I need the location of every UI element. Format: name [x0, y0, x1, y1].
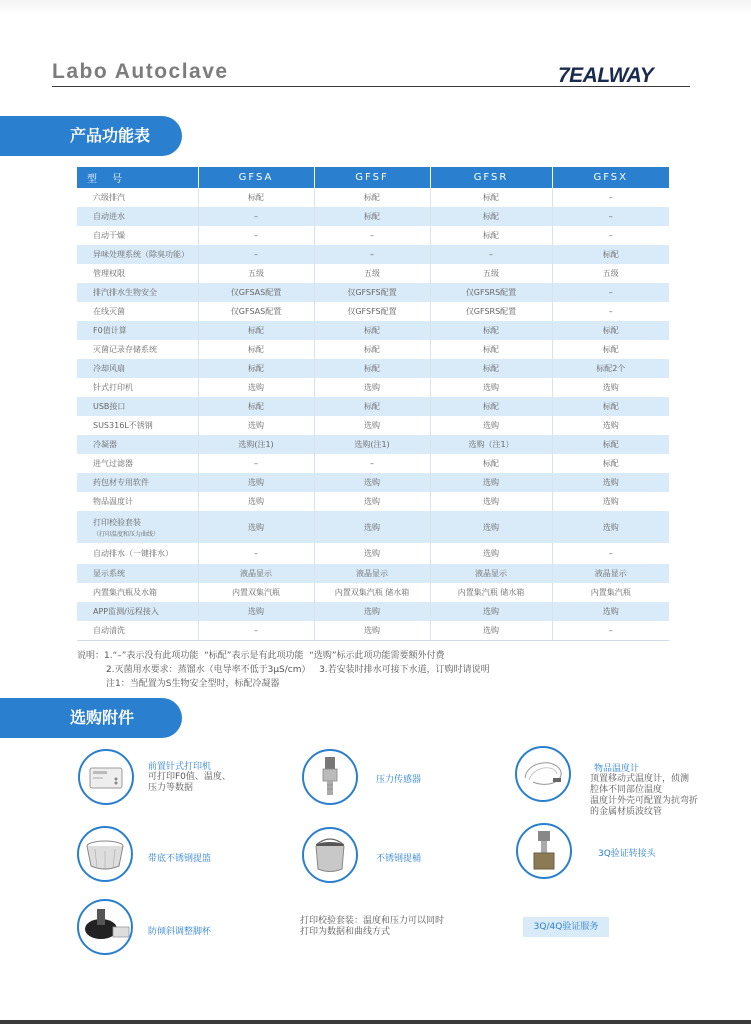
cell: 仅GFSFS配置	[314, 283, 430, 302]
cell: 液晶显示	[552, 564, 669, 583]
row-feature: 自动排水（一键排水）	[77, 543, 198, 564]
cell: 标配	[552, 321, 669, 340]
cell: –	[608, 231, 613, 240]
header-gfsr: GFSR	[430, 167, 552, 188]
section-title-accessories: 选购附件	[0, 698, 182, 738]
table-row	[77, 583, 669, 602]
printer-label: 前置针式打印机	[148, 762, 212, 772]
note-line-2: 2.灭菌用水要求：蒸馏水（电导率不低于3μS/cm） 3.若安装时排水可接下水道，订购时请说明	[106, 665, 490, 675]
row-feature	[77, 511, 198, 543]
bucket-image	[302, 827, 358, 883]
cell: –	[198, 543, 314, 564]
row-feature: 自动进水	[77, 207, 198, 226]
cell: –	[608, 549, 613, 558]
row-feature: 进气过滤器	[77, 454, 198, 473]
cell: 标配	[314, 359, 430, 378]
cell: –	[314, 226, 430, 245]
cell: 标配	[430, 226, 552, 245]
cell: –	[552, 621, 669, 641]
pressure-sensor-icon	[304, 751, 356, 803]
cell: –	[552, 283, 669, 302]
adapter-image	[516, 823, 572, 879]
row-feature-sub: （打印温度和压力曲线）	[93, 530, 160, 538]
row-feature: 冷凝器	[77, 435, 198, 454]
table-row	[77, 321, 669, 340]
adapter-label: 3Q验证转接头	[598, 849, 656, 859]
cell: 选购	[198, 473, 314, 492]
table-row	[77, 188, 669, 207]
table-row	[77, 621, 669, 641]
table-row	[77, 564, 669, 583]
print-kit-desc-line: 打印校验套装：温度和压力可以同时	[300, 916, 445, 926]
thermometer-desc-line: 温度计外壳可配置为抗弯折	[590, 796, 699, 806]
table-row	[77, 340, 669, 359]
top-shade	[0, 0, 751, 14]
cell: 标配2个	[552, 359, 669, 378]
cell: 选购	[602, 383, 619, 392]
cell: –	[552, 207, 669, 226]
cell: 选购	[198, 378, 314, 397]
cell: 选购	[314, 511, 430, 543]
cell: 液晶显示	[198, 564, 314, 583]
print-kit-desc-line: 打印为数据和曲线方式	[300, 927, 391, 937]
row-feature: 灭菌记录存储系统	[77, 340, 198, 359]
cell: 五级	[430, 264, 552, 283]
cell: 选购	[552, 511, 669, 543]
cell: 选购	[430, 416, 552, 435]
table-row	[77, 511, 669, 543]
row-feature: 异味处理系统（除臭功能）	[77, 245, 198, 264]
cell: 标配	[552, 245, 669, 264]
cell: 选购	[314, 473, 430, 492]
cell: –	[198, 207, 314, 226]
cell: 标配	[314, 321, 430, 340]
cell: –	[198, 226, 314, 245]
pressure-sensor-label: 压力传感器	[376, 775, 422, 785]
cell: 内置双集汽瓶 储水箱	[314, 583, 430, 602]
row-feature: F0值计算	[77, 321, 198, 340]
cell: 五级	[198, 264, 314, 283]
row-feature: 六级排汽	[77, 188, 198, 207]
table-row	[77, 207, 669, 226]
table-row	[77, 378, 669, 397]
header-model: 型 号	[77, 167, 198, 188]
table-row	[77, 543, 669, 564]
cell: 选购（注1）	[430, 435, 552, 454]
printer-desc	[148, 772, 231, 794]
table-row	[77, 473, 669, 492]
table-row	[77, 492, 669, 511]
cell: 选购	[430, 492, 552, 511]
table-header-row	[77, 167, 669, 188]
row-feature: 排汽排水生物安全	[77, 283, 198, 302]
cell: 选购	[602, 421, 619, 430]
cell: 选购	[430, 602, 552, 621]
cell: 五级	[602, 269, 619, 278]
cell: 选购	[552, 602, 669, 621]
cell: 选购	[602, 497, 619, 506]
row-feature: 冷却风扇	[77, 359, 198, 378]
brand-title: Labo Autoclave	[52, 60, 229, 83]
table-row	[77, 264, 669, 283]
cell: 标配	[198, 321, 314, 340]
table-row	[77, 226, 669, 245]
cell: –	[608, 193, 613, 202]
spec-table	[77, 167, 669, 641]
cell: 仅GFSRS配置	[430, 302, 552, 321]
thermometer-desc-line: 顶置移动式温度计，侦测	[590, 774, 690, 784]
cell: 选购	[198, 492, 314, 511]
cell: 五级	[314, 264, 430, 283]
cell: –	[430, 245, 552, 264]
cell: 选购	[430, 543, 552, 564]
cell: 选购	[198, 416, 314, 435]
table-row	[77, 602, 669, 621]
pressure-sensor-image	[302, 749, 358, 805]
row-feature: 针式打印机	[77, 378, 198, 397]
cell: 选购	[430, 511, 552, 543]
table-row	[77, 302, 669, 321]
cell: 标配	[430, 207, 552, 226]
cell: 选购	[552, 473, 669, 492]
row-feature: 内置集汽瓶及水箱	[77, 583, 198, 602]
row-feature: APP监测/远程接入	[77, 602, 198, 621]
validation-service-badge: 3Q/4Q验证服务	[523, 917, 609, 937]
basket-icon	[79, 828, 131, 880]
cell: 标配	[430, 188, 552, 207]
cell: 标配	[314, 207, 430, 226]
table-row	[77, 454, 669, 473]
table-row	[77, 397, 669, 416]
cell: 标配	[430, 321, 552, 340]
thermometer-desc-line: 的金属材质波纹管	[590, 807, 663, 817]
cell: 仅GFSAS配置	[198, 302, 314, 321]
cell: –	[198, 245, 314, 264]
thermometer-label: 物品温度计	[594, 764, 640, 774]
row-feature: 物品温度计	[77, 492, 198, 511]
cell: 仅GFSAS配置	[198, 283, 314, 302]
row-feature: SUS316L不锈钢	[77, 416, 198, 435]
cell: 选购	[198, 602, 314, 621]
bottom-rule	[0, 1020, 751, 1024]
section-title-features: 产品功能表	[0, 116, 182, 156]
feet-label: 防倾斜调整脚杯	[148, 927, 212, 937]
cell: 标配	[430, 340, 552, 359]
table-row	[77, 245, 669, 264]
note-line-3: 注1：当配置为S生物安全型时，标配冷凝器	[106, 679, 280, 689]
row-feature: 自动清洗	[77, 621, 198, 641]
cell: –	[198, 621, 314, 641]
cell: 仅GFSRS配置	[430, 283, 552, 302]
cell: 选购	[430, 378, 552, 397]
printer-icon	[80, 751, 132, 803]
cell: 内置双集汽瓶	[198, 583, 314, 602]
cell: 标配	[430, 397, 552, 416]
printer-image	[78, 749, 134, 805]
zealway-logo: 7EALWAY	[558, 64, 654, 87]
cell: 内置集汽瓶 储水箱	[430, 583, 552, 602]
adapter-icon	[518, 825, 570, 877]
cell: 标配	[430, 454, 552, 473]
cell: 标配	[198, 340, 314, 359]
cell: 选购	[198, 511, 314, 543]
thermometer-image	[515, 746, 571, 802]
printer-desc-line: 可打印F0值、温度、	[148, 772, 231, 782]
cell: 标配	[552, 397, 669, 416]
cell: 标配	[430, 359, 552, 378]
thermometer-probe-icon	[517, 748, 569, 800]
cell: 内置集汽瓶	[590, 588, 631, 597]
cell: 选购	[314, 492, 430, 511]
cell: 选购	[430, 621, 552, 641]
row-feature: 药包材专用软件	[77, 473, 198, 492]
header-gfsa: GFSA	[198, 167, 314, 188]
bucket-icon	[304, 829, 356, 881]
cell: 仅GFSFS配置	[314, 302, 430, 321]
cell: –	[314, 245, 430, 264]
row-feature: 管理权限	[77, 264, 198, 283]
table-row	[77, 359, 669, 378]
cell: 选购	[430, 473, 552, 492]
cell: 液晶显示	[430, 564, 552, 583]
row-feature: 自动干燥	[77, 226, 198, 245]
print-kit-desc	[300, 916, 444, 938]
thermometer-desc	[590, 774, 698, 818]
row-feature: USB接口	[77, 397, 198, 416]
cell: 选购	[314, 602, 430, 621]
cell: 标配	[552, 435, 669, 454]
table-row	[77, 435, 669, 454]
cell: –	[314, 454, 430, 473]
cell: –	[608, 307, 613, 316]
cell: 选购(注1)	[198, 435, 314, 454]
header-gfsf: GFSF	[314, 167, 430, 188]
cell: 标配	[314, 188, 430, 207]
cell: 标配	[198, 188, 314, 207]
cell: 选购	[314, 621, 430, 641]
header-gfsx: GFSX	[552, 167, 669, 188]
cell: 标配	[602, 459, 619, 468]
cell: 选购	[314, 416, 430, 435]
cell: 标配	[198, 359, 314, 378]
note-line-1: 说明：1.“–”表示没有此项功能 “标配”表示是有此项功能 “选购”标示此项功能需要额外付费	[77, 651, 445, 661]
row-feature-main: 打印校验套装	[93, 517, 141, 527]
basket-label: 带底不锈钢提篮	[148, 854, 212, 864]
table-row	[77, 416, 669, 435]
table-row	[77, 283, 669, 302]
cell: 液晶显示	[314, 564, 430, 583]
basket-image	[77, 826, 133, 882]
cell: 标配	[602, 345, 619, 354]
printer-desc-line: 压力等数据	[148, 783, 194, 793]
row-feature: 在线灭菌	[77, 302, 198, 321]
cell: 标配	[314, 397, 430, 416]
cell: 选购	[314, 543, 430, 564]
row-feature: 显示系统	[77, 564, 198, 583]
bucket-label: 不锈钢提桶	[376, 854, 422, 864]
feet-image	[77, 899, 133, 955]
thermometer-desc-line: 腔体不同部位温度	[590, 785, 663, 795]
cell: 标配	[314, 340, 430, 359]
cell: 标配	[198, 397, 314, 416]
cell: –	[198, 454, 314, 473]
adjustable-foot-icon	[79, 901, 131, 953]
cell: 选购(注1)	[314, 435, 430, 454]
cell: 选购	[314, 378, 430, 397]
